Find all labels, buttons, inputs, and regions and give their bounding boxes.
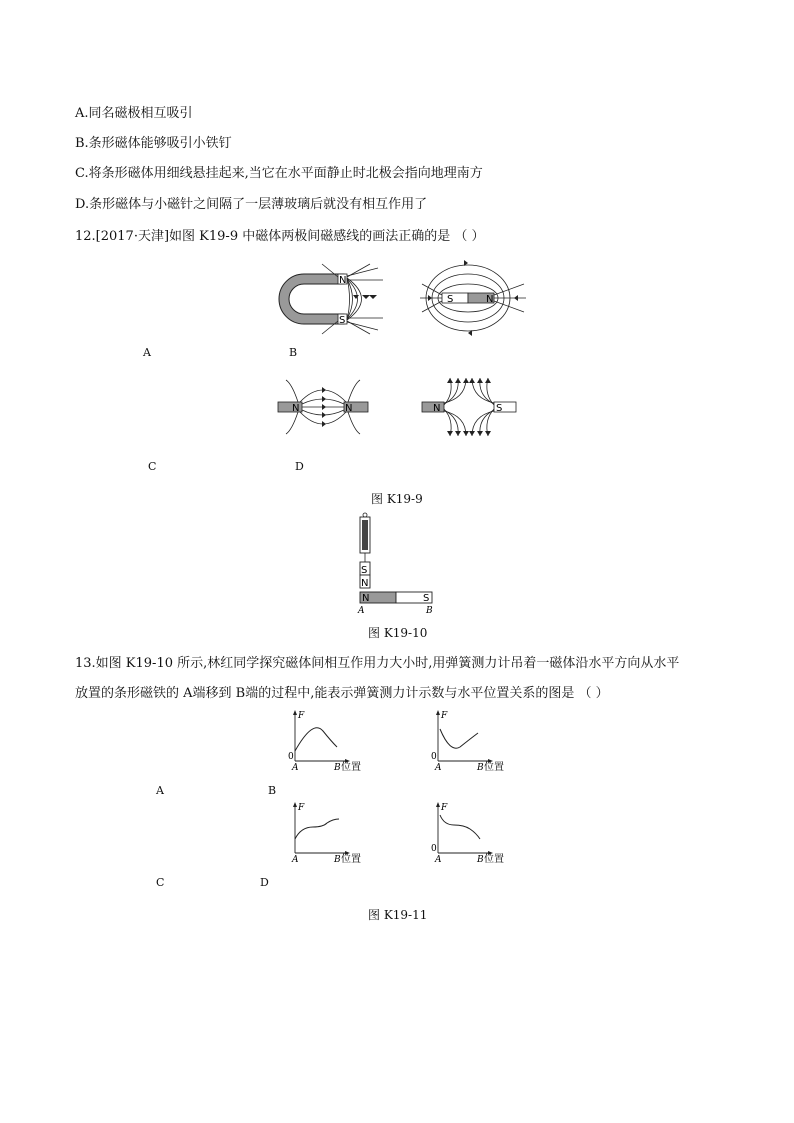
q12-b-pole-s: S xyxy=(447,294,454,305)
q12-a-pole-n: N xyxy=(339,275,347,286)
q12-diagram-d xyxy=(420,376,520,438)
q13-a-end: B xyxy=(334,763,341,773)
q12-label-c: C xyxy=(148,460,157,473)
q13-label-a: A xyxy=(156,784,164,797)
fig-k19-11-caption: 图 K19-11 xyxy=(368,908,428,922)
q13-c-end: B xyxy=(334,855,341,865)
q13-d-axis-f: F xyxy=(441,803,448,813)
fig10-bar-n: N xyxy=(362,593,370,604)
q13-graph-a xyxy=(285,709,365,773)
q13-a-origin: 0 xyxy=(288,752,294,762)
q13-c-axis-f: F xyxy=(298,803,305,813)
q12-label-d: D xyxy=(295,460,304,473)
q13-b-axis-f: F xyxy=(441,711,448,721)
q13-label-b: B xyxy=(268,784,277,797)
q13-stem-line1: 13.如图 K19-10 所示,林红同学探究磁体间相互作用力大小时,用弹簧测力计吊着一磁体沿水平方向从水平 xyxy=(75,656,680,671)
q12-c-pole-n2: N xyxy=(345,403,353,414)
q12-stem: 12.[2017·天津]如图 K19-9 中磁体两极间磁感线的画法正确的是 （ ） xyxy=(75,229,485,244)
fig10-end-a: A xyxy=(358,606,365,616)
q12-c-pole-n1: N xyxy=(292,403,300,414)
q13-graph-b xyxy=(428,709,508,773)
q13-stem-line2: 放置的条形磁铁的 A端移到 B端的过程中,能表示弹簧测力计示数与水平位置关系的图是 （ ） xyxy=(75,686,609,701)
q13-graph-c xyxy=(285,801,365,865)
q12-d-pole-n: N xyxy=(433,403,441,414)
q13-d-xword: 位置 xyxy=(484,854,504,865)
q12-diagram-a xyxy=(270,262,390,337)
q12-diagram-c xyxy=(278,376,378,438)
q13-label-d: D xyxy=(260,876,269,889)
q13-a-axis-f: F xyxy=(298,711,305,721)
q11-option-b: B.条形磁体能够吸引小铁钉 xyxy=(75,136,232,151)
q12-b-pole-n: N xyxy=(486,294,494,305)
q12-a-pole-s: S xyxy=(339,315,346,326)
q12-label-a: A xyxy=(143,346,151,359)
q13-b-start: A xyxy=(435,763,442,773)
fig-k19-9-caption: 图 K19-9 xyxy=(371,492,423,506)
fig10-pole-s: S xyxy=(361,565,368,576)
q13-b-xword: 位置 xyxy=(484,762,504,773)
q13-d-end: B xyxy=(477,855,484,865)
q12-label-b: B xyxy=(289,346,298,359)
q13-a-start: A xyxy=(292,763,299,773)
q13-label-c: C xyxy=(156,876,165,889)
q13-graph-d xyxy=(428,801,508,865)
fig10-end-b: B xyxy=(426,606,433,616)
q11-option-c: C.将条形磁体用细线悬挂起来,当它在水平面静止时北极会指向地理南方 xyxy=(75,166,483,181)
fig10-bar-s: S xyxy=(423,593,430,604)
fig-k19-10-diagram xyxy=(355,512,435,617)
q11-option-a: A.同名磁极相互吸引 xyxy=(75,106,193,121)
q13-c-start: A xyxy=(292,855,299,865)
fig-k19-10-caption: 图 K19-10 xyxy=(368,626,428,640)
q12-diagram-b xyxy=(420,262,530,337)
q13-d-start: A xyxy=(435,855,442,865)
q13-b-origin: 0 xyxy=(431,752,437,762)
q13-d-origin: 0 xyxy=(431,844,437,854)
q12-d-pole-s: S xyxy=(496,403,503,414)
q13-a-xword: 位置 xyxy=(341,762,361,773)
q13-c-xword: 位置 xyxy=(341,854,361,865)
q11-option-d: D.条形磁体与小磁针之间隔了一层薄玻璃后就没有相互作用了 xyxy=(75,197,428,212)
q13-b-end: B xyxy=(477,763,484,773)
fig10-pole-n: N xyxy=(361,578,369,589)
